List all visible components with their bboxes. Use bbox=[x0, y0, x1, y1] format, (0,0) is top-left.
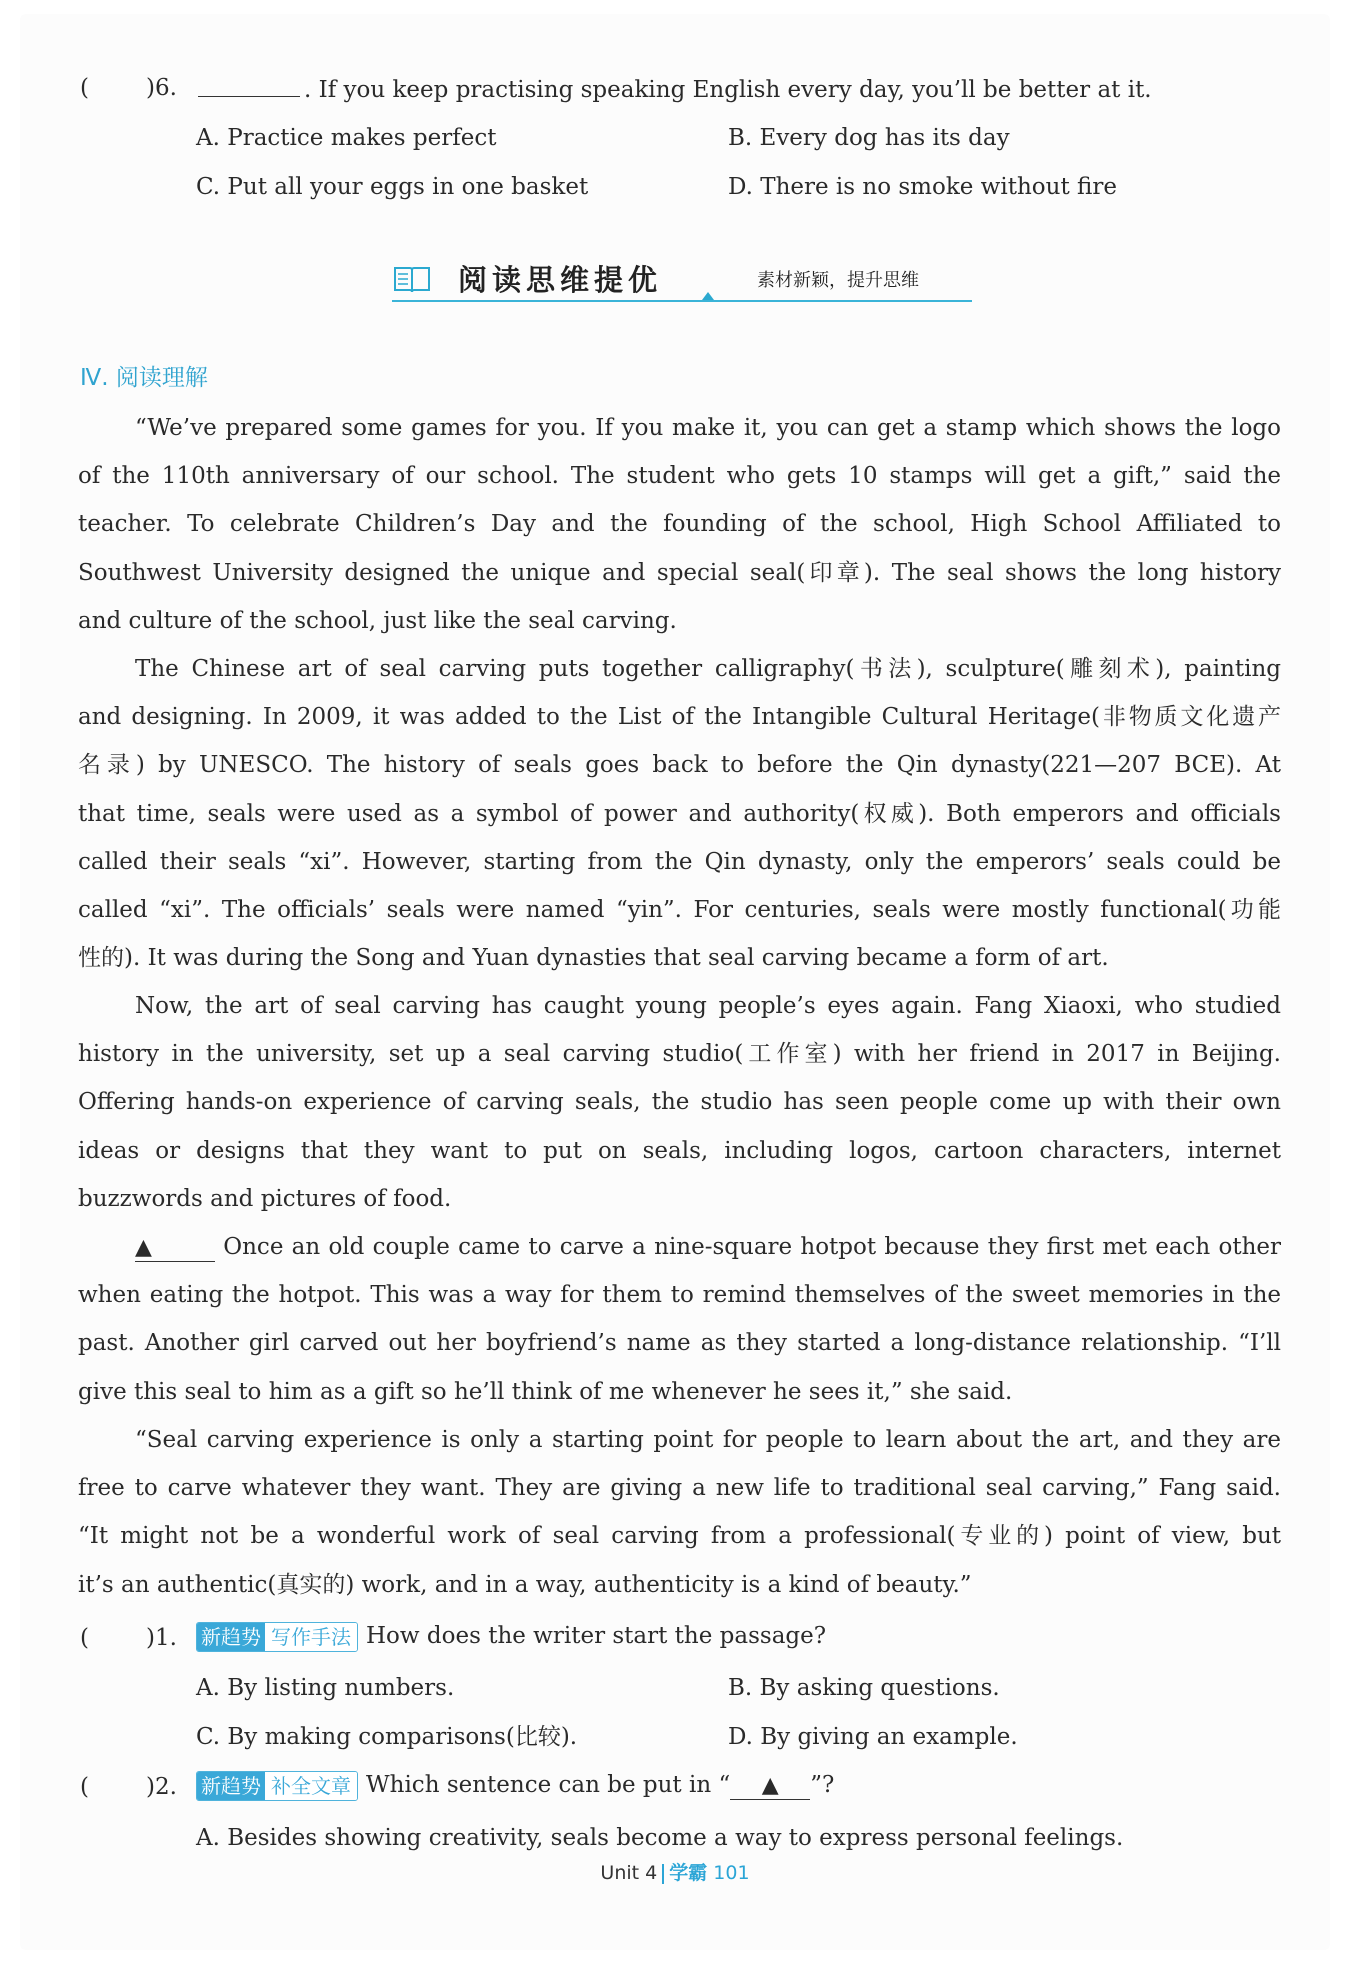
option-d: D. By giving an example. bbox=[728, 1724, 1018, 1750]
text-line: Offering hands-on experience of carving seals, the studio has seen people come up with their own bbox=[78, 1089, 1281, 1116]
text-line: and designing. In 2009, it was added to the List of the Intangible Cultural Heritage(非物质文化遗产 bbox=[78, 704, 1281, 731]
answer-paren-open: ( bbox=[80, 1625, 89, 1651]
option-d: D. There is no smoke without fire bbox=[728, 174, 1117, 200]
triangle-blank: ▲ bbox=[730, 1773, 810, 1800]
question-stem-text: How does the writer start the passage? bbox=[366, 1623, 827, 1649]
question-number: )1. bbox=[146, 1625, 177, 1651]
page-footer bbox=[0, 1860, 1350, 1886]
banner-subtitle: 素材新颖，提升思维 bbox=[757, 270, 919, 291]
footer-brand: 学霸 bbox=[669, 1862, 708, 1884]
book-icon bbox=[392, 264, 432, 300]
text-line: teacher. To celebrate Children’s Day and the founding of the school, High School Affiliated to bbox=[78, 511, 1281, 538]
text-line: “It might not be a wonderful work of seal carving from a professional(专业的) point of view, but bbox=[78, 1523, 1281, 1550]
option-b: B. By asking questions. bbox=[728, 1675, 1000, 1701]
option-c: C. By making comparisons(比较). bbox=[196, 1724, 578, 1750]
text-line bbox=[78, 1223, 1281, 1271]
text-line: history in the university, set up a seal carving studio(工作室) with her friend in 2017 in Beijing. bbox=[78, 1041, 1281, 1068]
question-1-stem bbox=[196, 1620, 826, 1652]
text-line: 性的). It was during the Song and Yuan dynasties that seal carving became a form of art. bbox=[78, 945, 1109, 972]
banner-title: 阅读思维提优 bbox=[458, 263, 663, 297]
answer-paren-open: ( bbox=[80, 75, 89, 101]
page-number: 101 bbox=[713, 1862, 750, 1884]
text-line: and culture of the school, just like the seal carving. bbox=[78, 607, 677, 634]
question-stem-text: Which sentence can be put in “ bbox=[366, 1772, 731, 1798]
text-line: The Chinese art of seal carving puts together calligraphy(书法), sculpture(雕刻术), painting bbox=[135, 656, 1281, 682]
tag-sub: 补全文章 bbox=[265, 1772, 357, 1800]
text-line: it’s an authentic(真实的) work, and in a way, authenticity is a kind of beauty.” bbox=[78, 1571, 972, 1598]
question-stem-end: ”? bbox=[810, 1772, 835, 1798]
text-line: 名录) by UNESCO. The history of seals goes back to before the Qin dynasty(221—207 BCE). At bbox=[78, 752, 1281, 779]
option-a: A. Practice makes perfect bbox=[196, 125, 497, 151]
text-line: of the 110th anniversary of our school. The student who gets 10 stamps will get a gift,” said the bbox=[78, 463, 1281, 490]
text-line-content: Once an old couple came to carve a nine-square hotpot because they first met each other bbox=[223, 1234, 1282, 1260]
text-line: called “xi”. The officials’ seals were named “yin”. For centuries, seals were mostly functional(功能 bbox=[78, 896, 1281, 923]
text-line: that time, seals were used as a symbol of power and authority(权威). Both emperors and officials bbox=[78, 800, 1281, 827]
question-number: )2. bbox=[146, 1774, 177, 1800]
question-number: )6. bbox=[146, 75, 177, 101]
text-line: when eating the hotpot. This was a way for them to remind themselves of the sweet memories in the bbox=[78, 1282, 1281, 1309]
triangle-marker-icon bbox=[702, 292, 714, 300]
section-banner bbox=[392, 262, 972, 304]
tag-main: 新趋势 bbox=[197, 1772, 265, 1800]
paragraph-2 bbox=[78, 645, 1281, 982]
question-6-stem bbox=[198, 74, 1152, 106]
question-2-stem bbox=[196, 1769, 834, 1801]
text-line: past. Another girl carved out her boyfriend’s name as they started a long-distance relationship. “I’ll bbox=[78, 1330, 1281, 1357]
question-tag bbox=[196, 1622, 358, 1652]
option-c: C. Put all your eggs in one basket bbox=[196, 174, 589, 200]
paragraph-1 bbox=[78, 404, 1281, 645]
text-line: Now, the art of seal carving has caught young people’s eyes again. Fang Xiaoxi, who studied bbox=[135, 993, 1281, 1019]
answer-paren-open: ( bbox=[80, 1774, 89, 1800]
text-line: called their seals “xi”. However, starting from the Qin dynasty, only the emperors’ seals could be bbox=[78, 848, 1281, 875]
option-a: A. By listing numbers. bbox=[196, 1675, 455, 1701]
footer-separator bbox=[662, 1864, 664, 1884]
section-heading: Ⅳ. 阅读理解 bbox=[80, 365, 208, 391]
text-line: “Seal carving experience is only a starting point for people to learn about the art, and they are bbox=[135, 1427, 1281, 1453]
text-line: free to carve whatever they want. They are giving a new life to traditional seal carving,” Fang said. bbox=[78, 1475, 1281, 1502]
answer-blank bbox=[198, 74, 300, 97]
option-a: A. Besides showing creativity, seals become a way to express personal feelings. bbox=[196, 1825, 1124, 1851]
text-line: ideas or designs that they want to put on seals, including logos, cartoon characters, internet bbox=[78, 1137, 1281, 1164]
triangle-blank: ▲ bbox=[135, 1235, 215, 1262]
question-stem-text: . If you keep practising speaking English every day, you’ll be better at it. bbox=[304, 77, 1152, 103]
tag-main: 新趋势 bbox=[197, 1623, 265, 1651]
text-line: Southwest University designed the unique and special seal(印章). The seal shows the long history bbox=[78, 559, 1281, 586]
tag-sub: 写作手法 bbox=[265, 1623, 357, 1651]
text-line: give this seal to him as a gift so he’ll think of me whenever he sees it,” she said. bbox=[78, 1378, 1013, 1405]
text-line: buzzwords and pictures of food. bbox=[78, 1185, 452, 1212]
option-b: B. Every dog has its day bbox=[728, 125, 1010, 151]
paragraph-4 bbox=[78, 1223, 1281, 1416]
question-tag bbox=[196, 1771, 358, 1801]
paragraph-3 bbox=[78, 982, 1281, 1223]
footer-unit: Unit 4 bbox=[600, 1862, 658, 1884]
banner-underline bbox=[392, 300, 972, 302]
text-line: “We’ve prepared some games for you. If you make it, you can get a stamp which shows the logo bbox=[135, 415, 1281, 441]
paragraph-5 bbox=[78, 1416, 1281, 1609]
